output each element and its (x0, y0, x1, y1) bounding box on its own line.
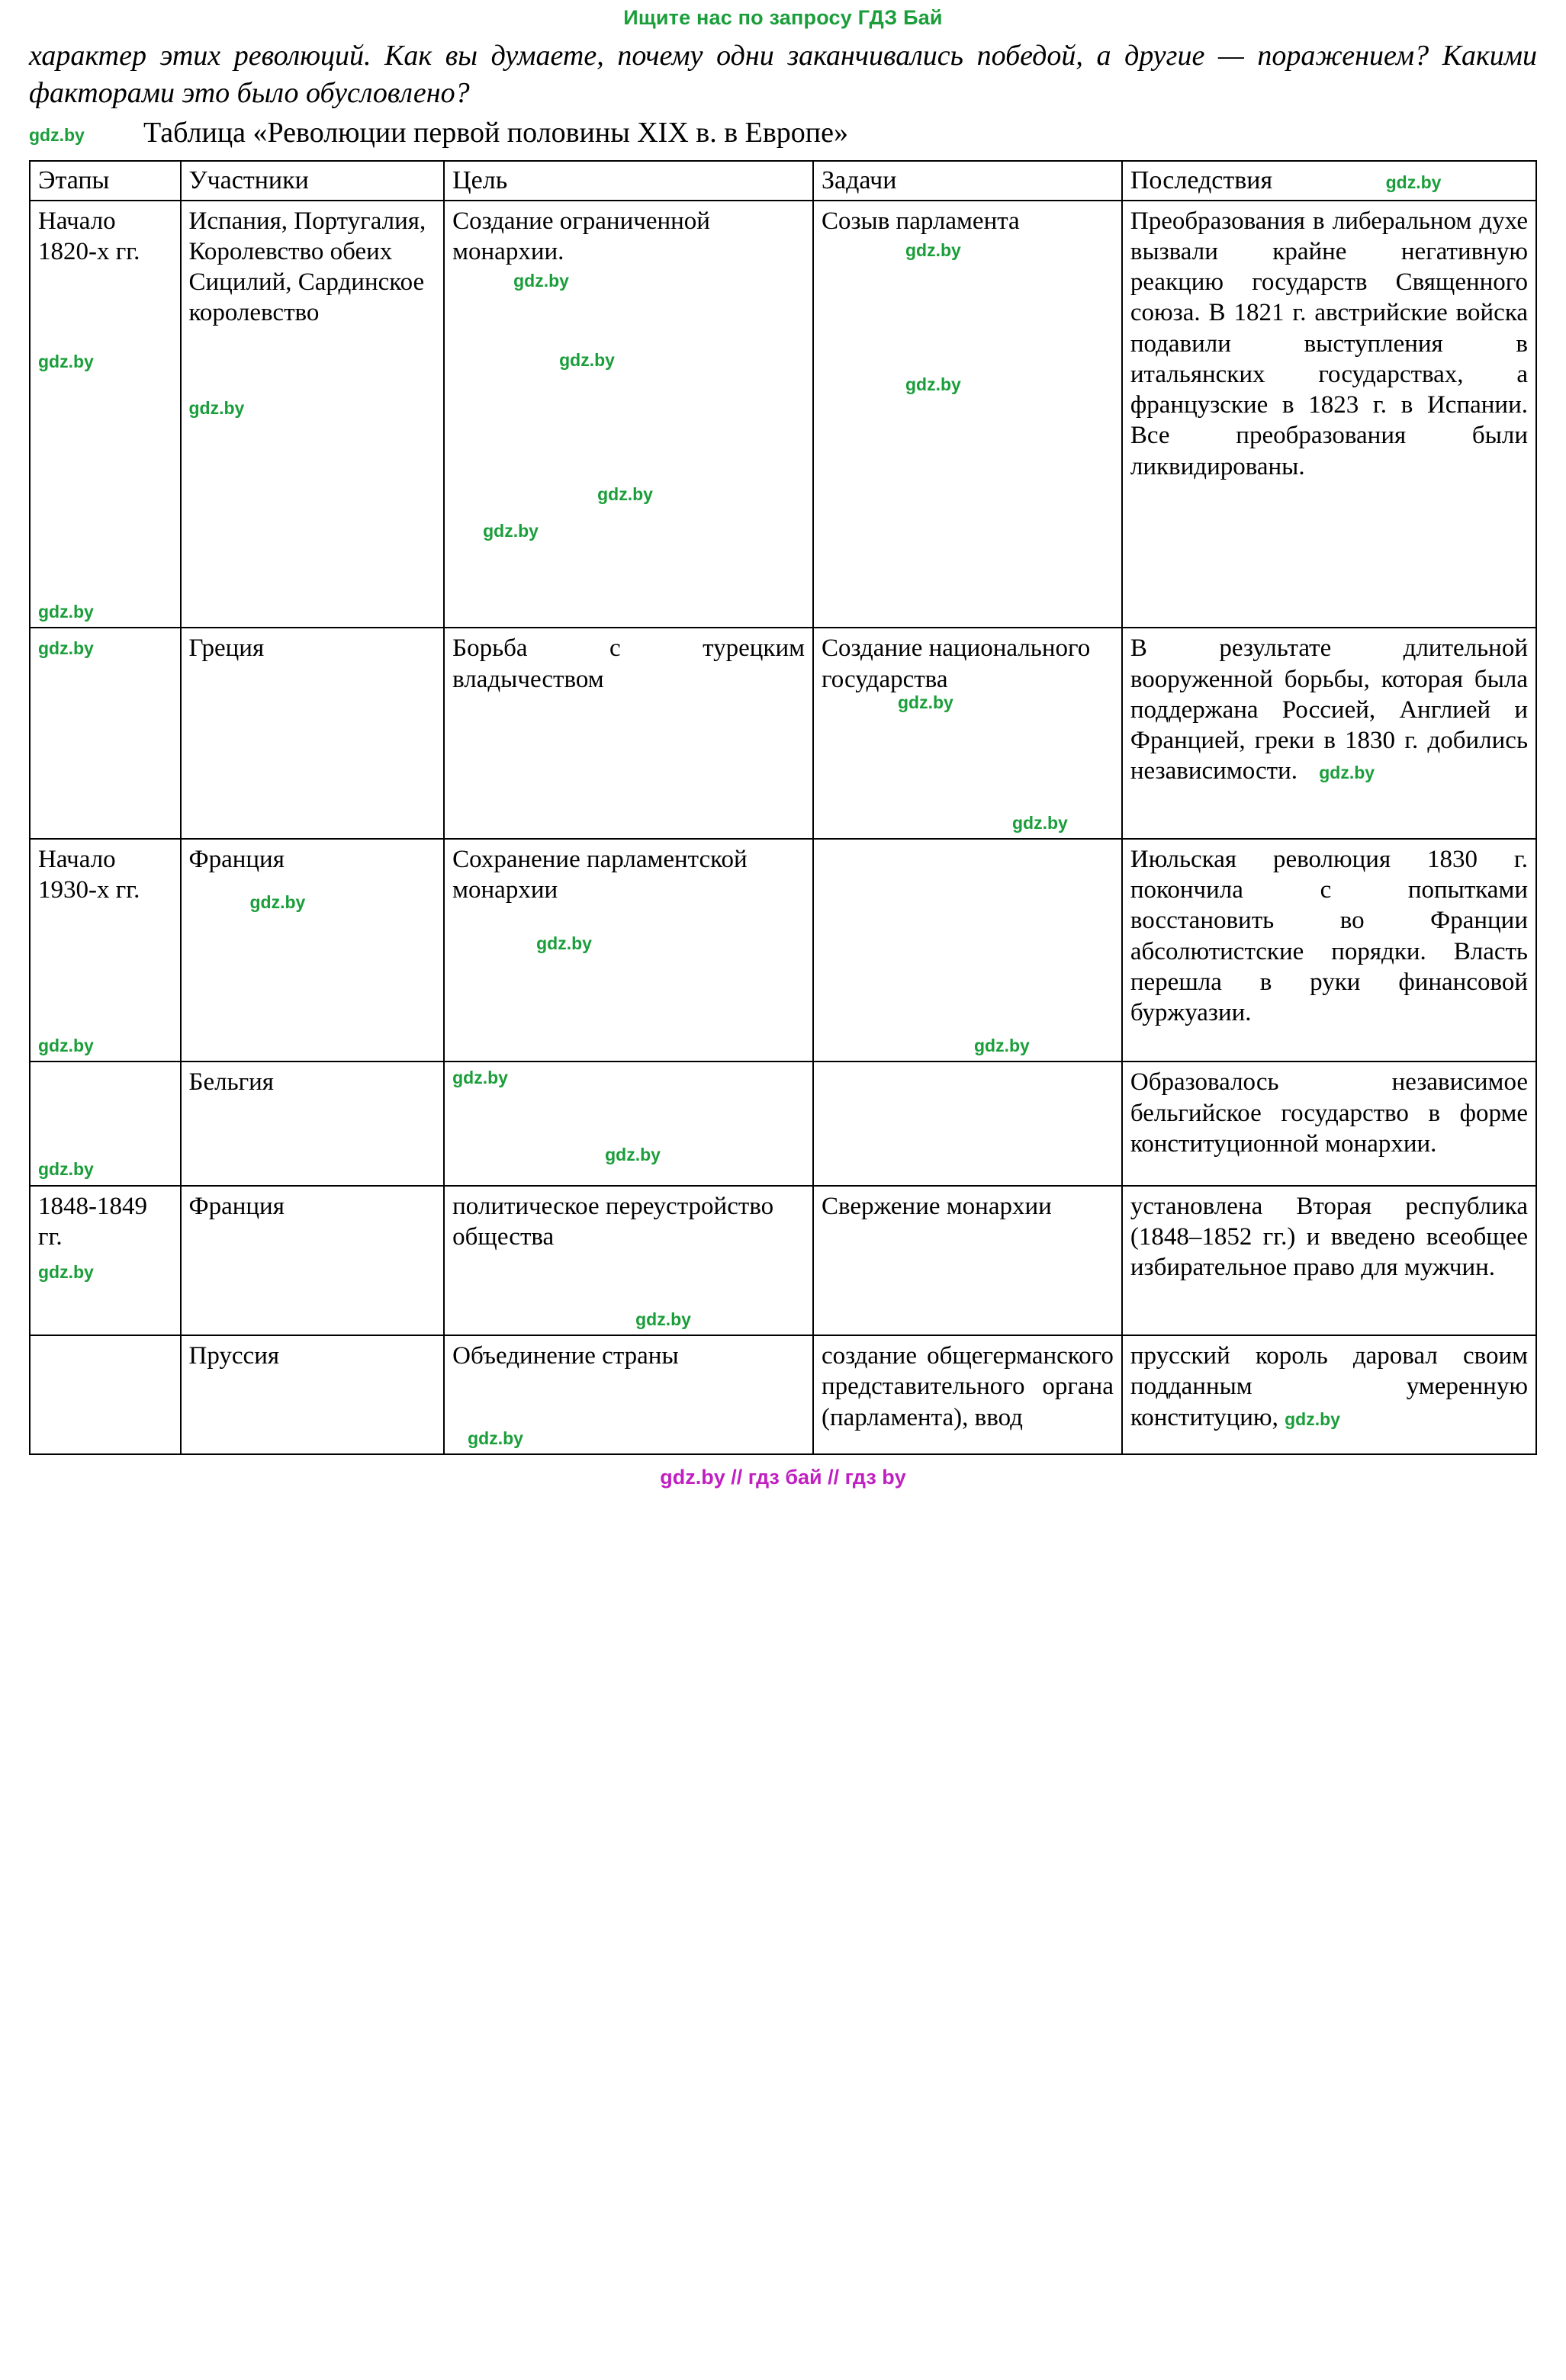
watermark: gdz.by (38, 638, 94, 659)
revolutions-table (29, 160, 1537, 1455)
cell-goal: политическое переустройство общества gdz.by (444, 1186, 813, 1336)
watermark: gdz.by (635, 1309, 691, 1329)
cell-goal: Создание ограниченной монархии. gdz.by gdz.by gdz.by gdz.by (444, 201, 813, 628)
watermark: gdz.by (974, 1035, 1030, 1055)
cell-stage: Начало 1930-х гг. gdz.by (30, 839, 181, 1062)
cell-participants: Испания, Португалия, Королевство обеих Сицилий, Сардинское королевство gdz.by (181, 201, 445, 628)
cell-tasks: Свержение монархии (813, 1186, 1122, 1336)
watermark: gdz.by (38, 1262, 94, 1282)
watermark: gdz.by (597, 484, 653, 505)
watermark: gdz.by (452, 1068, 508, 1088)
cell-stage (30, 1062, 181, 1185)
cell-consequences: Образовалось независимое бельгийское государство в форме конституционной монархии. (1122, 1062, 1536, 1185)
table-title-line (29, 116, 1537, 153)
watermark: gdz.by (1012, 812, 1068, 833)
cell-goal: Борьба с турецким владычеством (444, 628, 813, 839)
watermark: gdz.by (905, 374, 961, 395)
cell-participants: Франция gdz.by (181, 839, 445, 1062)
watermark: gdz.by (38, 352, 94, 372)
cell-tasks: Созыв парламента gdz.by gdz.by (813, 201, 1122, 628)
column-header-consequences: Последствия gdz.by (1122, 161, 1536, 200)
watermark: gdz.by (1319, 763, 1375, 783)
cell-tasks (813, 839, 1122, 1062)
table-row (30, 1186, 1536, 1336)
watermark: gdz.by (468, 1428, 523, 1449)
watermark: gdz.by (905, 239, 961, 260)
table-row (30, 1335, 1536, 1454)
footer-watermark: gdz.by // гдз бай // гдз by (660, 1466, 906, 1489)
cell-participants: Бельгия (181, 1062, 445, 1185)
watermark: gdz.by (559, 350, 615, 371)
cell-tasks: Создание национального государства gdz.by gdz.by (813, 628, 1122, 839)
cell-stage (30, 1335, 181, 1454)
watermark: gdz.by (38, 1159, 94, 1180)
cell-goal (444, 1062, 813, 1185)
watermark: gdz.by (898, 692, 953, 712)
cell-consequences: установлена Вторая республика (1848–1852 гг.) и введено всеобщее избирательное право для мужчин. (1122, 1186, 1536, 1336)
table-row (30, 1062, 1536, 1185)
top-banner: Ищите нас по запросу ГДЗ Бай (623, 6, 943, 29)
watermark: gdz.by (536, 933, 592, 954)
column-header-tasks: Задачи (813, 161, 1122, 200)
table-row (30, 628, 1536, 839)
watermark: gdz.by (513, 271, 569, 291)
watermark: gdz.by (483, 521, 539, 541)
cell-stage (30, 628, 181, 839)
watermark: gdz.by (605, 1144, 661, 1164)
table-row (30, 201, 1536, 628)
watermark: gdz.by (29, 125, 85, 146)
cell-participants: Пруссия (181, 1335, 445, 1454)
watermark: gdz.by (38, 1036, 94, 1056)
watermark: gdz.by (249, 892, 306, 913)
cell-goal: Объединение страны gdz.by (444, 1335, 813, 1454)
column-header-participants: Участники (181, 161, 445, 200)
column-header-stage: Этапы (30, 161, 181, 200)
table-header-row (30, 161, 1536, 200)
intro-sentence-1: характер этих революций. (29, 40, 371, 72)
cell-tasks (813, 1062, 1122, 1185)
cell-participants: Греция (181, 628, 445, 839)
watermark: gdz.by (38, 602, 94, 622)
column-header-goal: Цель (444, 161, 813, 200)
cell-tasks: создание общегерманского представительного органа (парламента), ввод (813, 1335, 1122, 1454)
table-row (30, 839, 1536, 1062)
cell-goal: Сохранение парламентской монархии gdz.by (444, 839, 813, 1062)
watermark: gdz.by (1385, 172, 1442, 193)
cell-stage: Начало 1820-х гг. gdz.by gdz.by (30, 201, 181, 628)
cell-consequences: прусский король даровал своим подданным умеренную конституцию, gdz.by (1122, 1335, 1536, 1454)
cell-participants: Франция (181, 1186, 445, 1336)
watermark: gdz.by (188, 397, 245, 418)
watermark: gdz.by (1285, 1408, 1340, 1429)
cell-consequences: Июльская революция 1830 г. покончила с попытками восстановить во Франции абсолютистские порядки. Власть перешла в руки финансовой буржуазии. (1122, 839, 1536, 1062)
cell-consequences: Преобразования в либеральном духе вызвали крайне негативную реакцию государств Священного союза. В 1821 г. австрийские войска подавили выступления в итальянских государствах, а французские в 1823 г. в Испании. Все преобразования были ликвидированы. (1122, 201, 1536, 628)
cell-stage: 1848-1849 гг. gdz.by (30, 1186, 181, 1336)
intro-paragraph (29, 37, 1537, 111)
table-title: Таблица «Революции первой половины XIX в. в Европе» (143, 117, 849, 149)
intro-sentence-2: Как вы думаете, почему одни заканчивались победой, а другие — поражением? Какими факторами это было обусловлено? (29, 40, 1537, 109)
cell-consequences: В результате длительной вооруженной борьбы, которая была поддержана Россией, Англией и Францией, греки в 1830 г. добились независимости. gdz.by (1122, 628, 1536, 839)
